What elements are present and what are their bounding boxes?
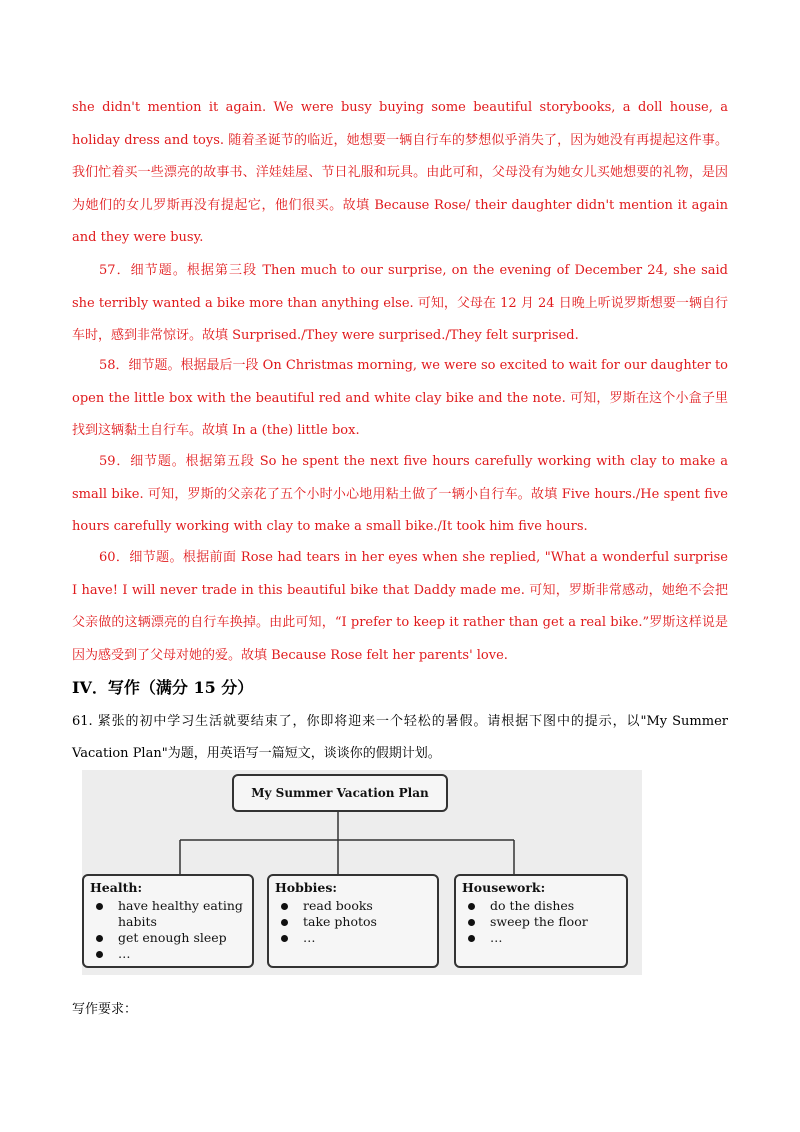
vacation-plan-diagram: [82, 770, 642, 975]
list-item: …: [462, 930, 620, 946]
answer-57: 57．细节题。根据第三段 Then much to our surprise, on the evening of December 24, she said she terribly wanted a bike more than anything else. 可知，父母在 12 月 24 日晚上听说罗斯想要一辆自行车时，感到非常惊讶。故填 Surprised./They were surprised./They felt surprised.: [72, 263, 728, 344]
answer-59: 59．细节题。根据第五段 So he spent the next five hours carefully working with clay to make a small bike. 可知，罗斯的父亲花了五个小时小心地用粘土做了一辆小自行车。故填 Five hours./He spent five hours carefully working with clay to make a small bike./It took him five hours.: [72, 454, 728, 535]
category-title: Health:: [90, 880, 143, 895]
list-item: take photos: [275, 914, 431, 930]
list-item: …: [90, 946, 246, 962]
answer-58: 58．细节题。根据最后一段 On Christmas morning, we were so excited to wait for our daughter to open the little box with the beautiful red and white clay bike and the note. 可知，罗斯在这个小盒子里找到这辆黏土自行车。故填 In a (the) little box.: [72, 358, 729, 439]
list-item: sweep the floor: [462, 914, 620, 930]
writing-prompt: 61. 紧张的初中学习生活就要结束了，你即将迎来一个轻松的暑假。请根据下图中的提示，以"My Summer Vacation Plan"为题，用英语写一篇短文，谈谈你的假期计划。: [72, 714, 728, 761]
list-item: …: [275, 930, 431, 946]
writing-requirements-label: 写作要求：: [72, 1002, 138, 1017]
list-item: get enough sleep: [90, 930, 246, 946]
category-housework: [454, 874, 628, 968]
category-title: Housework:: [462, 880, 546, 895]
list-item: read books: [275, 898, 431, 914]
category-title: Hobbies:: [275, 880, 337, 895]
category-hobbies: [267, 874, 439, 968]
diagram-title: My Summer Vacation Plan: [232, 774, 448, 812]
answer-60: 60．细节题。根据前面 Rose had tears in her eyes when she replied, "What a wonderful surprise I have! I will never trade in this beautiful bike that Daddy made me. 可知，罗斯非常感动，她绝不会把父亲做的这辆漂亮的自行车换掉。由此可知，“I prefer to keep it rather than get a real bike.”罗斯这样说是因为感受到了父母对她的爱。故填 Because Rose felt her parents' love.: [72, 550, 728, 663]
answer-56-continued: she didn't mention it again. We were busy buying some beautiful storybooks, a doll house, a holiday dress and toys. 随着圣诞节的临近，她想要一辆自行车的梦想似乎消失了，因为她没有再提起这件事。我们忙着买一些漂亮的故事书、洋娃娃屋、节日礼服和玩具。由此可和，父母没有为她女儿买她想要的礼物，是因为她们的女儿罗斯再没有提起它，他们很买。故填 Because Rose/ their daughter didn't mention it again and they were busy.: [72, 100, 728, 246]
list-item: do the dishes: [462, 898, 620, 914]
section-heading: IV．写作（满分 15 分）: [72, 678, 254, 697]
list-item: have healthy eating habits: [90, 898, 246, 930]
category-health: [82, 874, 254, 968]
